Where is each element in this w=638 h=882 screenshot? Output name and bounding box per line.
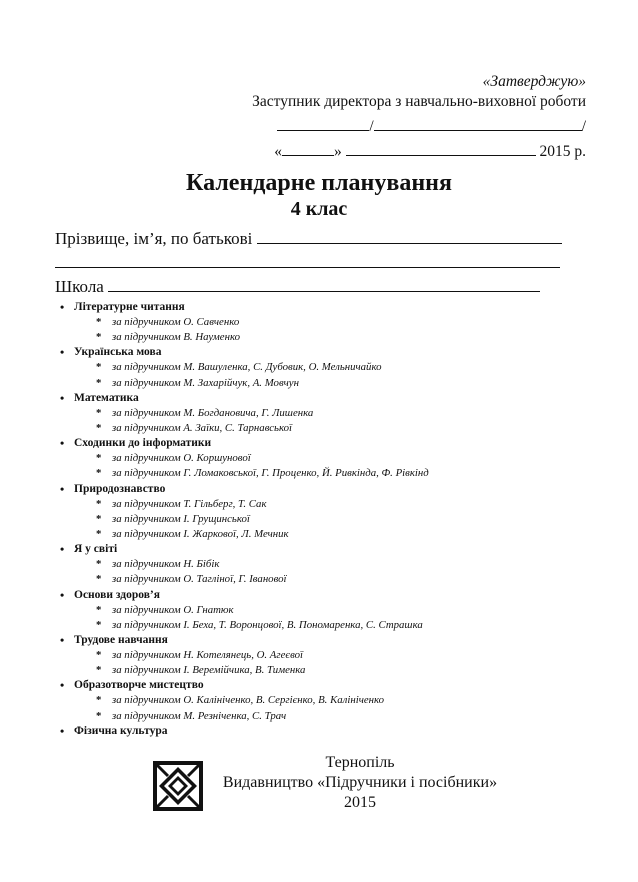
- name-label: Прізвище, ім’я, по батькові: [55, 229, 253, 248]
- subject-item: • Українська мова: [60, 345, 580, 360]
- school-field-line: [108, 277, 540, 292]
- textbook-item: * за підручником І. Жаркової, Л. Мечник: [60, 527, 580, 542]
- textbook-item: * за підручником А. Заїки, С. Тарнавської: [60, 421, 580, 436]
- approval-block: [252, 72, 586, 162]
- name-field: [55, 229, 562, 249]
- textbook-item: * за підручником Г. Ломаковської, Г. Проценко, Й. Ривкінда, Ф. Рівкінд: [60, 466, 580, 481]
- textbook-item: * за підручником В. Науменко: [60, 330, 580, 345]
- textbook-item: * за підручником О. Савченко: [60, 315, 580, 330]
- textbook-item: * за підручником О. Гнатюк: [60, 603, 580, 618]
- signature-blank: [277, 116, 369, 131]
- subject-item: • Фізична культура: [60, 724, 580, 739]
- subject-list: [60, 300, 580, 739]
- publisher-info: [210, 753, 510, 813]
- date-quote-close: »: [334, 143, 342, 160]
- textbook-item: * за підручником М. Резніченка, С. Трач: [60, 709, 580, 724]
- approval-position: Заступник директора з навчально-виховної роботи: [252, 93, 586, 110]
- grade-title: 4 клас: [290, 198, 348, 220]
- page-title: Календарне планування: [186, 170, 452, 196]
- school-field: [55, 277, 540, 297]
- publisher-logo-icon: [152, 760, 204, 812]
- subject-item: • Трудове навчання: [60, 633, 580, 648]
- signature-slash-2: /: [581, 118, 586, 135]
- subject-item: • Природознавство: [60, 482, 580, 497]
- signature-slash-1: /: [369, 118, 374, 135]
- textbook-item: * за підручником О. Калініченко, В. Сергієнко, В. Калініченко: [60, 693, 580, 708]
- date-quote-open: «: [274, 143, 282, 160]
- subject-item: • Я у світі: [60, 542, 580, 557]
- textbook-item: * за підручником М. Захарійчук, А. Мовчун: [60, 376, 580, 391]
- city: Тернопіль: [325, 754, 395, 771]
- subject-item: • Основи здоров’я: [60, 588, 580, 603]
- signature-line: [252, 116, 586, 137]
- textbook-item: * за підручником І. Грущинської: [60, 512, 580, 527]
- name-field-line: [257, 229, 562, 244]
- subject-item: • Образотворче мистецтво: [60, 678, 580, 693]
- publication-year: 2015: [344, 794, 376, 811]
- name-field-continuation-line: [55, 255, 560, 268]
- textbook-item: * за підручником О. Коршунової: [60, 451, 580, 466]
- day-blank: [282, 141, 334, 156]
- subject-item: • Літературне читання: [60, 300, 580, 315]
- approval-header: «Затверджую»: [482, 73, 586, 90]
- school-label: Школа: [55, 277, 104, 296]
- date-line: [252, 141, 586, 162]
- textbook-item: * за підручником Т. Гільберг, Т. Сак: [60, 497, 580, 512]
- name-blank: [374, 116, 582, 131]
- textbook-item: * за підручником І. Беха, Т. Воронцової, В. Пономаренка, С. Страшка: [60, 618, 580, 633]
- textbook-item: * за підручником М. Богдановича, Г. Лишенка: [60, 406, 580, 421]
- publisher-name: Видавництво «Підручники і посібники»: [222, 774, 498, 791]
- subject-item: • Сходинки до інформатики: [60, 436, 580, 451]
- textbook-item: * за підручником О. Тагліної, Г. Іванової: [60, 572, 580, 587]
- month-blank: [346, 141, 536, 156]
- subject-item: • Математика: [60, 391, 580, 406]
- textbook-item: * за підручником Н. Котелянець, О. Агеєвої: [60, 648, 580, 663]
- approval-year: 2015 р.: [539, 143, 586, 160]
- textbook-item: * за підручником Н. Бібік: [60, 557, 580, 572]
- textbook-item: * за підручником І. Веремійчика, В. Тименка: [60, 663, 580, 678]
- textbook-item: * за підручником М. Вашуленка, С. Дубовик, О. Мельничайко: [60, 360, 580, 375]
